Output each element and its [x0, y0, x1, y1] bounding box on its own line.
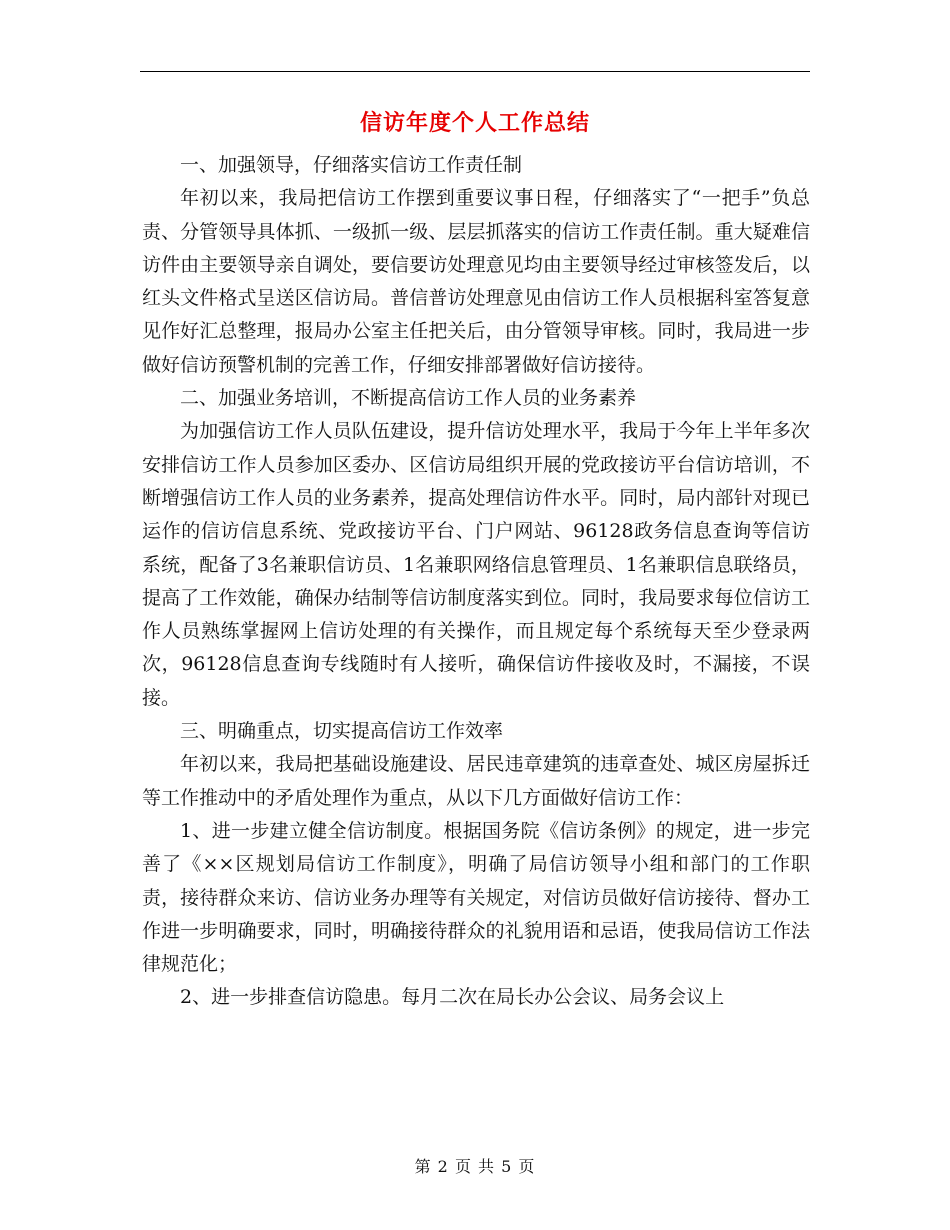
section-heading-3: 三、明确重点，切实提高信访工作效率 [180, 720, 504, 743]
body-paragraph: 为加强信访工作人员队伍建设，提升信访处理水平，我局于今年上半年多次安排信访工作人员参加区委办、区信访局组织开展的党政接访平台信访培训，不断增强信访工作人员的业务素养，提高处理信访件水平。同时，局内部针对现已运作的信访信息系统、党政接访平台、门户网站、96128政务信息查询等信访系统，配备了3名兼职信访员、1名兼职网络信息管理员、1名兼职信息联络员，提高了工作效能，确保办结制等信访制度落实到位。同时，我局要求每位信访工作人员熟练掌握网上信访处理的有关操作，而且规定每个系统每天至少登录两次，96128信息查询专线随时有人接听，确保信访件接收及时，不漏接，不误接。 [142, 420, 810, 709]
page-footer [0, 1156, 950, 1178]
document-title: 信访年度个人工作总结 [359, 111, 590, 136]
body-paragraph: 年初以来，我局把基础设施建设、居民违章建筑的违章查处、城区房屋拆迁等工作推动中的矛盾处理作为重点，从以下几方面做好信访工作： [142, 753, 810, 809]
section-heading-1: 一、加强领导，仔细落实信访工作责任制 [180, 154, 523, 176]
numbered-item-1: 1、进一步建立健全信访制度。根据国务院《信访条例》的规定，进一步完善了《××区规划局信访工作制度》，明确了局信访领导小组和部门的工作职责，接待群众来访、信访业务办理等有关规定，对信访员做好信访接待、督办工作进一步明确要求，同时，明确接待群众的礼貌用语和忌语，使我局信访工作法律规范化； [142, 819, 810, 976]
body-paragraph: 年初以来，我局把信访工作摆到重要议事日程，仔细落实了“一把手”负总责、分管领导具体抓、一级抓一级、层层抓落实的信访工作责任制。重大疑难信访件由主要领导亲自调处，要信要访处理意见均由主要领导经过审核签发后，以红头文件格式呈送区信访局。普信普访处理意见由信访工作人员根据科室答复意见作好汇总整理，报局办公室主任把关后，由分管领导审核。同时，我局进一步做好信访预警机制的完善工作，仔细安排部署做好信访接待。 [142, 187, 810, 376]
numbered-item-2: 2、进一步排查信访隐患。每月二次在局长办公会议、局务会议上 [180, 986, 725, 1009]
header-rule [140, 71, 810, 72]
page-number: 第 2 页 共 5 页 [414, 1157, 536, 1176]
document-body [142, 149, 810, 1015]
section-heading-2: 二、加强业务培训，不断提高信访工作人员的业务素养 [180, 387, 637, 410]
